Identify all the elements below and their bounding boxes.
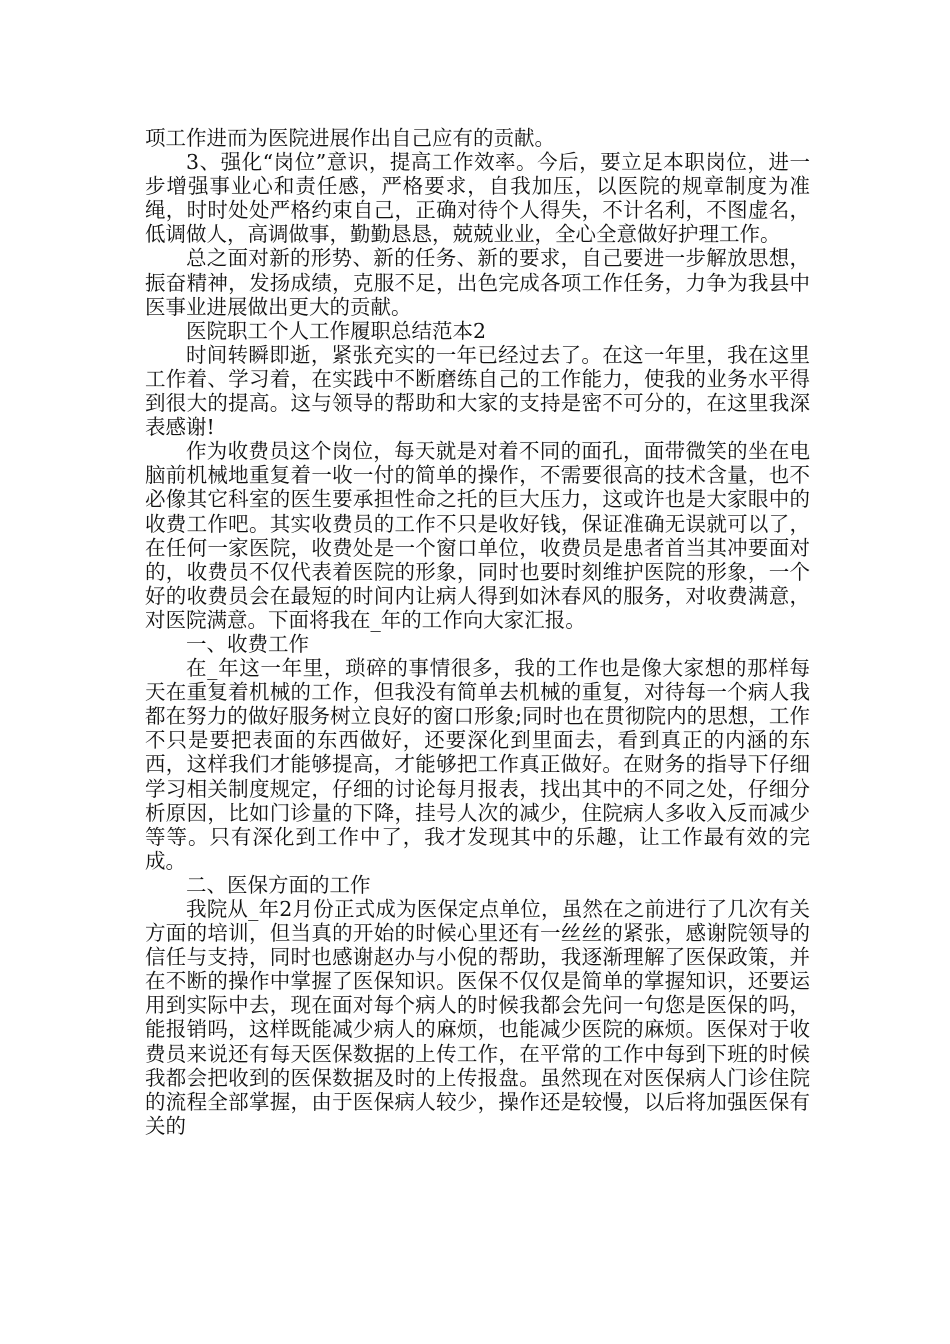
paragraph-summary: 总之面对新的形势、新的任务、新的要求，自己要进一步解放思想，振奋精神，发扬成绩，克服不足，出色完成各项工作任务，力争为我县中医事业进展做出更大的贡献。 — [145, 246, 810, 319]
paragraph-cashier-role: 作为收费员这个岗位，每天就是对着不同的面孔，面带微笑的坐在电脑前机械地重复着一收一付的简单的操作，不需要很高的技术含量，也不必像其它科室的医生要承担性命之托的巨大压力，这或许也是大家眼中的收费工作吧。其实收费员的工作不只是收好钱，保证准确无误就可以了，在任何一家医院，收费处是一个窗口单位，收费员是患者首当其冲要面对的，收费员不仅代表着医院的形象，同时也要时刻维护医院的形象，一个好的收费员会在最短的时间内让病人得到如沐春风的服务，对收费满意，对医院满意。下面将我在_年的工作向大家汇报。 — [145, 439, 810, 632]
paragraph-point-3: 3、强化“岗位”意识，提高工作效率。今后，要立足本职岗位，进一步增强事业心和责任感，严格要求，自我加压，以医院的规章制度为准绳，时时处处严格约束自己，正确对待个人得失，不计名利，不图虚名，低调做人，高调做事，勤勤恳恳，兢兢业业，全心全意做好护理工作。 — [145, 150, 810, 247]
subheading-insurance-work: 二、医保方面的工作 — [186, 872, 371, 897]
document-page — [145, 126, 810, 1138]
subheading-billing-work: 一、收费工作 — [186, 631, 309, 656]
section-heading-sample-2: 医院职工个人工作履职总结范本2 — [186, 318, 487, 343]
paragraph-intro: 时间转瞬即逝，紧张充实的一年已经过去了。在这一年里，我在这里工作着、学习着，在实践中不断磨练自己的工作能力，使我的业务水平得到很大的提高。这与领导的帮助和大家的支持是密不可分的，在这里我深表感谢! — [145, 342, 810, 440]
paragraph-insurance-work: 我院从_年2月份正式成为医保定点单位，虽然在之前进行了几次有关方面的培训，但当真的开始的时候心里还有一丝丝的紧张，感谢院领导的信任与支持，同时也感谢赵办与小倪的帮助，我逐渐理解了医保政策，并在不断的操作中掌握了医保知识。医保不仅仅是简单的掌握知识，还要运用到实际中去，现在面对每个病人的时候我都会先问一句您是医保的吗，能报销吗，这样既能减少病人的麻烦，也能减少医院的麻烦。医保对于收费员来说还有每天医保数据的上传工作，在平常的工作中每到下班的时候我都会把收到的医保数据及时的上传报盘。虽然现在对医保病人门诊住院的流程全部掌握，由于医保病人较少，操作还是较慢，以后将加强医保有关的 — [145, 897, 810, 1138]
paragraph-billing-work: 在_年这一年里，琐碎的事情很多，我的工作也是像大家想的那样每天在重复着机械的工作，但我没有简单去机械的重复，对待每一个病人我都在努力的做好服务树立良好的窗口形象;同时也在贯彻院内的思想，工作不只是要把表面的东西做好，还要深化到里面去，看到真正的内涵的东西，这样我们才能够提高，才能够把工作真正做好。在财务的指导下仔细学习相关制度规定，仔细的讨论每月报表，找出其中的不同之处，仔细分析原因，比如门诊量的下降，挂号人次的减少，住院病人多收入反而减少等等。只有深化到工作中了，我才发现其中的乐趣，让工作最有效的完成。 — [145, 656, 810, 873]
paragraph-continuation: 项工作进而为医院进展作出自己应有的贡献。 — [145, 126, 555, 150]
